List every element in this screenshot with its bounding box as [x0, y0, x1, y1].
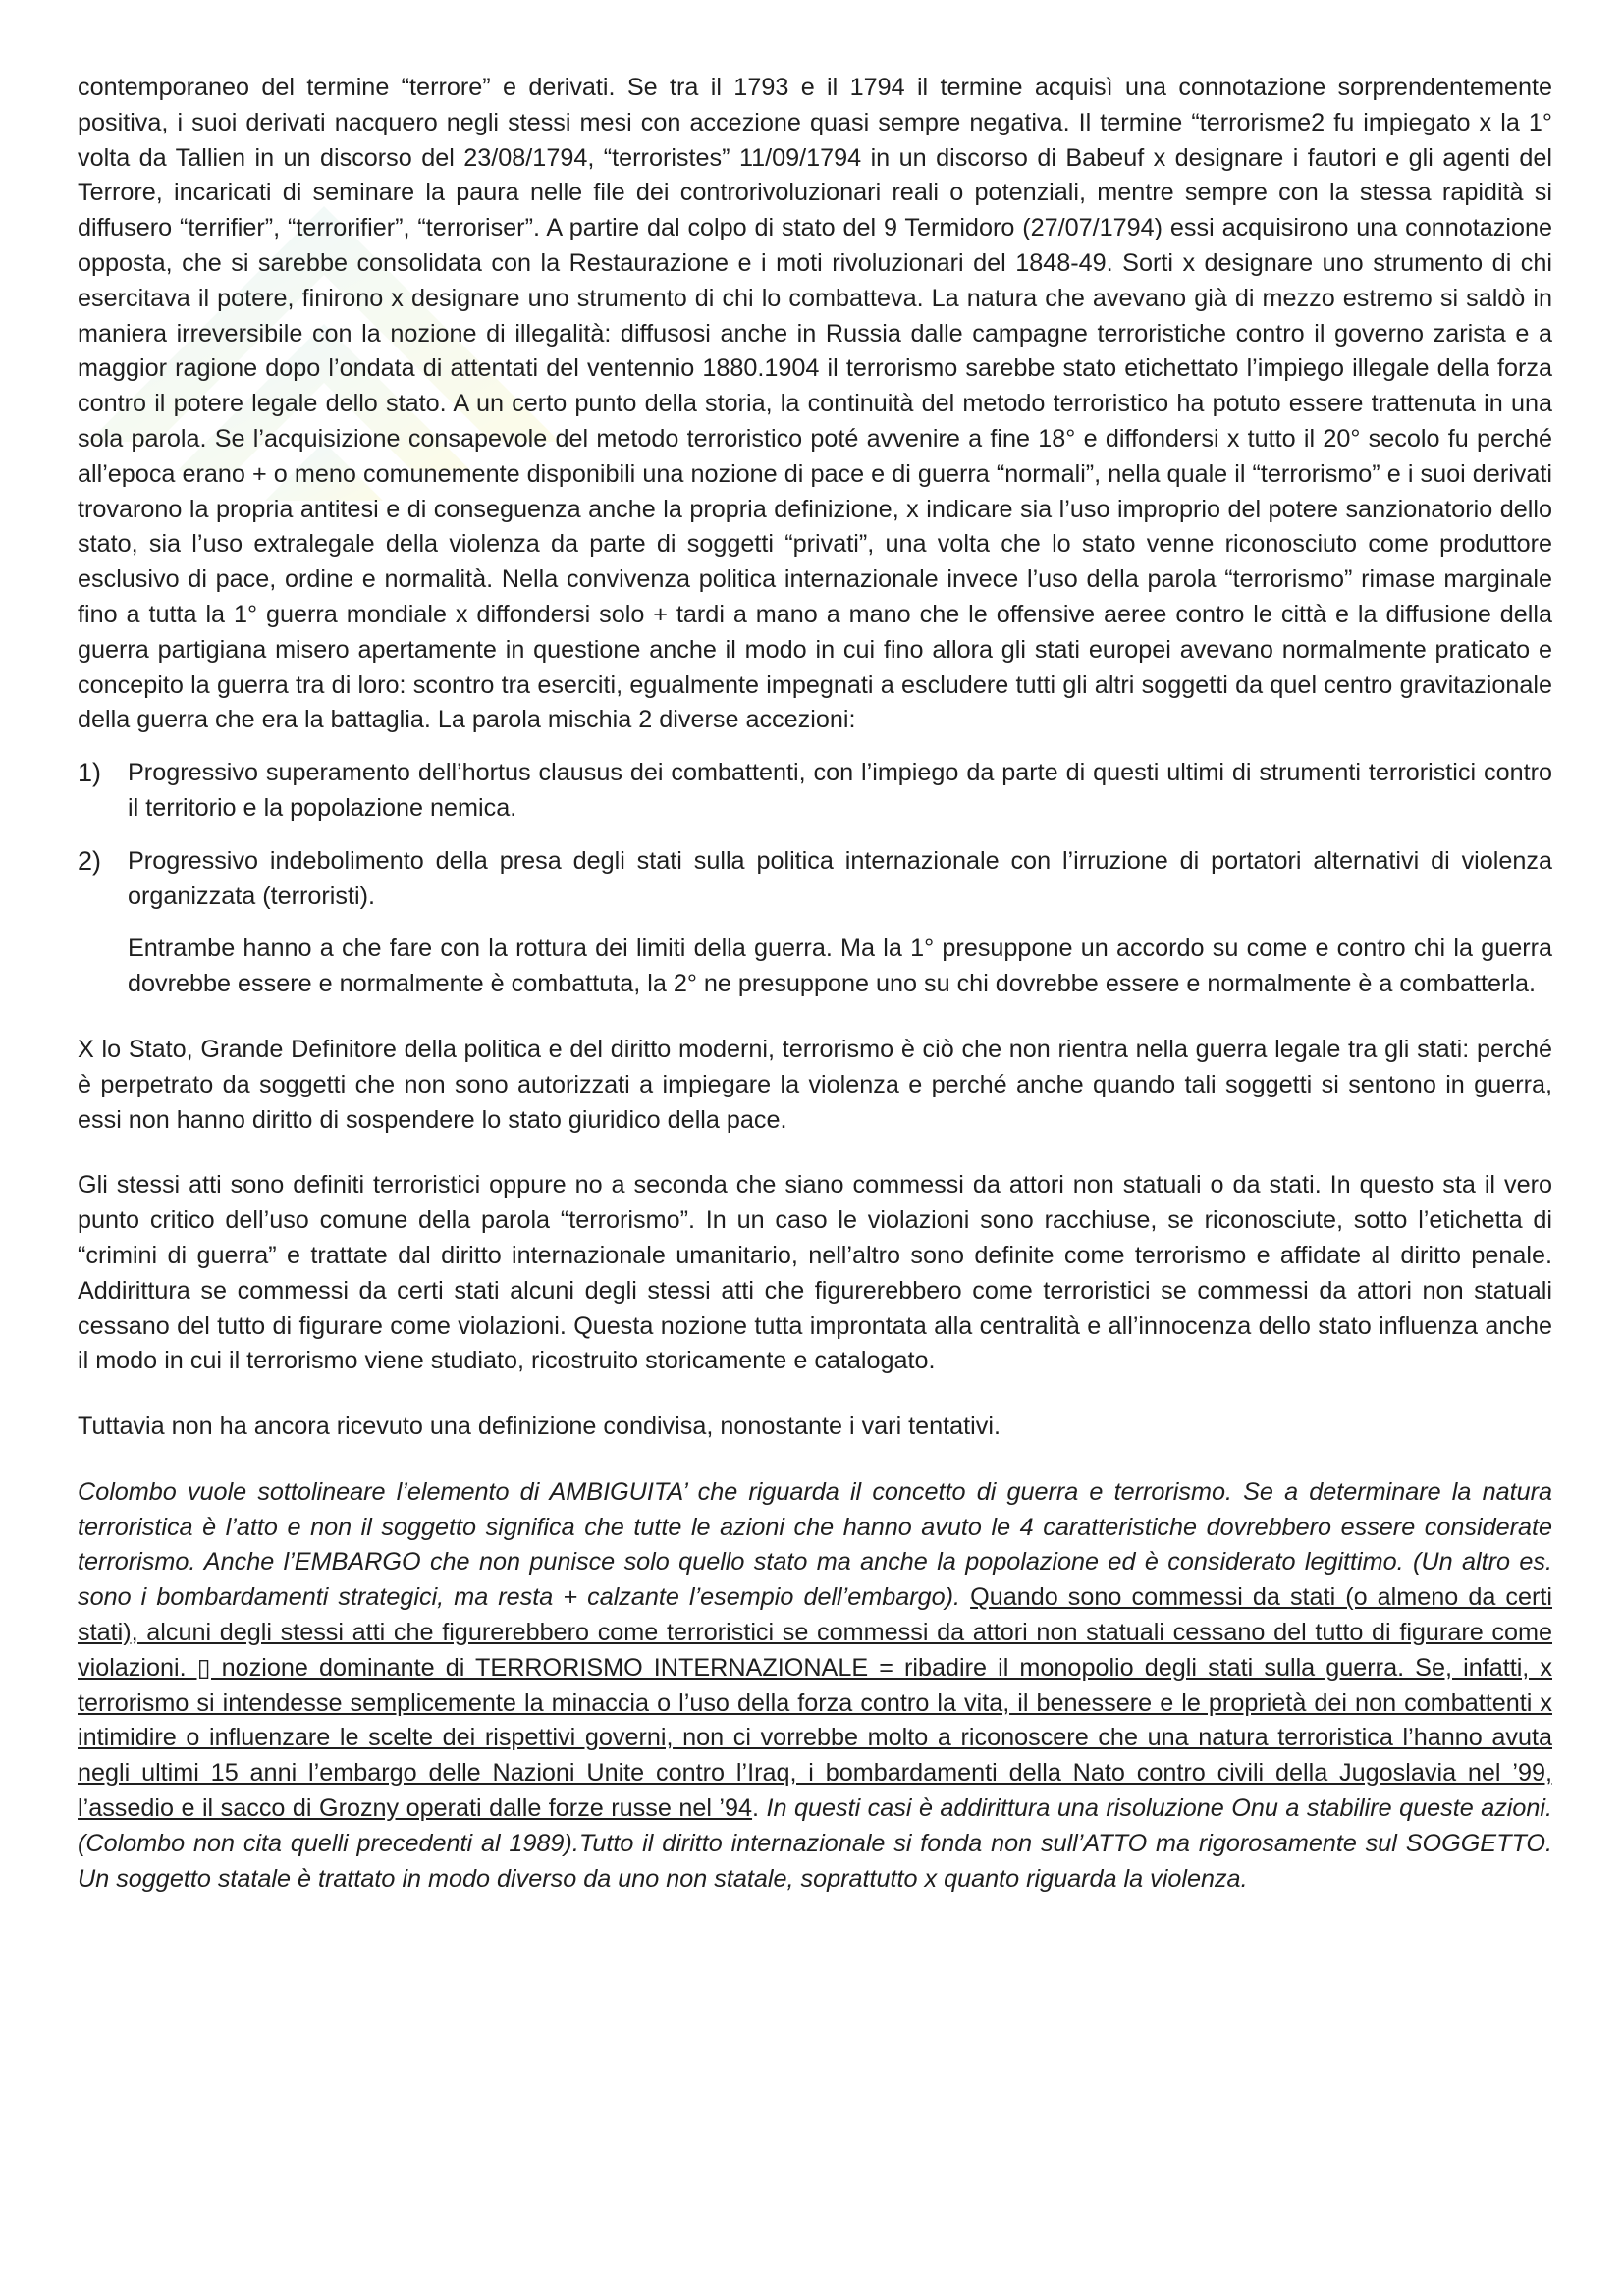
paragraph-atti-terroristici: Gli stessi atti sono definiti terroristici oppure no a seconda che siano commessi da attori non statuali o da stati. In questo sta il vero punto critico dell’uso comune della parola “terrorismo”. In un caso le violazioni sono racchiuse, se riconosciute, sotto l’etichetta di “crimini di guerra” e trattate dal diritto internazionale umanitario, nell’altro sono definite come terrorismo e affidate al diritto penale. Addirittura se commessi da certi stati alcuni degli stessi atti che figurerebbero come terroristici se commessi da attori non statuali cessano del tutto di figurare come violazioni. Questa nozione tutta improntata alla centralità e all’innocenza dello stato influenza anche il modo in cui il terrorismo viene studiato, ricostruito storicamente e catalogato.	[78, 1171, 1552, 1375]
colombo-note-italic-end: In questi casi è addirittura una risoluzione Onu a stabilire queste azioni. (Colombo non cita quelli precedenti al 1989).Tutto il diritto internazionale si fonda non sull’ATTO ma rigorosamente sul SOGGETTO. Un soggetto statale è trattato in modo diverso da uno non statale, soprattutto x quanto riguarda la violenza.	[78, 1794, 1553, 1893]
list-item-text: Progressivo indebolimento della presa degli stati sulla politica internazionale con l’irruzione di portatori alternativi di violenza organizzata (terroristi).	[128, 846, 1552, 910]
accezioni-list	[78, 756, 1552, 914]
colombo-note-period: .	[752, 1794, 760, 1823]
list-item-number: 2)	[78, 845, 102, 876]
paragraph-colombo-ambiguita	[78, 1475, 1552, 1897]
document-page	[78, 71, 1552, 1927]
paragraph-terrore-origins: contemporaneo del termine “terrore” e derivati. Se tra il 1793 e il 1794 il termine acquisì una connotazione sorprendentemente positiva, i suoi derivati nacquero negli stessi mesi con accezione quasi sempre negativa. Il termine “terrorisme2 fu impiegato x la 1° volta da Tallien in un discorso del 23/08/1794, “terroristes” 11/09/1794 in un discorso di Babeuf x designare i fautori e gli agenti del Terrore, incaricati di seminare la paura nelle file dei controrivoluzionari reali o potenziali, mentre sempre con la stessa rapidità si diffusero “terrifier”, “terrorifier”, “terroriser”. A partire dal colpo di stato del 9 Termidoro (27/07/1794) essi acquisirono una connotazione opposta, che si sarebbe consolidata con la Restaurazione e i moti rivoluzionari del 1848-49. Sorti x designare uno strumento di chi esercitava il potere, finirono x designare uno strumento di chi lo combatteva. La natura che avevano già di mezzo estremo si saldò in maniera irreversibile con la nozione di illegalità: diffusosi anche in Russia dalle campagne terroristiche contro il governo zarista e a maggior ragione dopo l’ondata di attentati del ventennio 1880.1904 il terrorismo sarebbe stato etichettato l’impiego illegale della forza contro il potere legale dello stato. A un certo punto della storia, la continuità del metodo terroristico ha potuto essere trattenuta in una sola parola. Se l’acquisizione consapevole del metodo terroristico poté avvenire a fine 18° e diffondersi x tutto il 20° secolo fu perché all’epoca erano + o meno comunemente disponibili una nozione di pace e di guerra “normali”, nella quale il “terrorismo” e i suoi derivati trovarono la propria antitesi e di conseguenza anche la propria definizione, x indicare sia l’uso improprio del potere sanzionatorio dello stato, sia l’uso extralegale della violenza da parte di soggetti “privati”, una volta che lo stato venne riconosciuto come produttore esclusivo di pace, ordine e normalità. Nella convivenza politica internazionale invece l’uso della parola “terrorismo” rimase marginale fino a tutta la 1° guerra mondiale x diffondersi solo + tardi a mano a mano che le offensive aeree contro le città e la diffusione della guerra partigiana misero apertamente in questione anche il modo in cui fino allora gli stati europei avevano normalmente praticato e concepito la guerra tra di loro: scontro tra eserciti, egualmente impegnati a escludere tutti gli altri soggetti da quel centro gravitazionale della guerra che era la battaglia. La parola mischia 2 diverse accezioni:	[78, 74, 1552, 734]
colombo-note-underlined: Quando sono commessi da stati (o almeno da certi stati), alcuni degli stessi atti che figurerebbero come terroristici se commessi da attori non statuali cessano del tutto di figurare come violazioni. ▯ nozione dominante di TERRORISMO INTERNAZIONALE = ribadire il monopolio degli stati sulla guerra. Se, infatti, x terrorismo si intendesse semplicemente la minaccia o l’uso della forza contro la vita, il benessere e le proprietà dei non combattenti x intimidire o influenzare le scelte dei rispettivi governi, non ci vorrebbe molto a riconoscere che una natura terroristica l’hanno avuta negli ultimi 15 anni l’embargo delle Nazioni Unite contro l’Iraq, i bombardamenti della Nato contro civili della Jugoslavia nel ’99, l’assedio e il sacco di Grozny operati dalle forze russe nel ’94	[78, 1583, 1552, 1823]
paragraph-definizione-condivisa: Tuttavia non ha ancora ricevuto una definizione condivisa, nonostante i vari tentativi.	[78, 1413, 1001, 1441]
paragraph-stato-definitore: X lo Stato, Grande Definitore della politica e del diritto moderni, terrorismo è ciò che non rientra nella guerra legale tra gli stati: perché è perpetrato da soggetti che non sono autorizzati a impiegare la violenza e perché anche quando tali soggetti si sentono in guerra, essi non hanno diritto di sospendere lo stato giuridico della pace.	[78, 1035, 1552, 1134]
list-item	[78, 844, 1552, 915]
paragraph-limiti-guerra: Entrambe hanno a che fare con la rottura dei limiti della guerra. Ma la 1° presuppone un accordo su come e contro chi la guerra dovrebbe essere e normalmente è combattuta, la 2° ne presuppone uno su chi dovrebbe essere e normalmente è a combatterla.	[128, 934, 1552, 998]
list-item-number: 1)	[78, 758, 102, 788]
colombo-note-italic: Colombo vuole sottolineare l’elemento di AMBIGUITA’ che riguarda il concetto di guerra e terrorismo. Se a determinare la natura terroristica è l’atto e non il soggetto significa che tutte le azioni che hanno avuto le 4 caratteristiche dovrebbero essere considerate terrorismo. Anche l’EMBARGO che non punisce solo quello stato ma anche la popolazione ed è considerato legittimo. (Un altro es. sono i bombardamenti strategici, ma resta + calzante l’esempio dell’embargo).	[78, 1477, 1552, 1612]
list-item-text: Progressivo superamento dell’hortus clausus dei combattenti, con l’impiego da parte di questi ultimi di strumenti terroristici contro il territorio e la popolazione nemica.	[128, 759, 1552, 822]
list-item	[78, 756, 1552, 827]
